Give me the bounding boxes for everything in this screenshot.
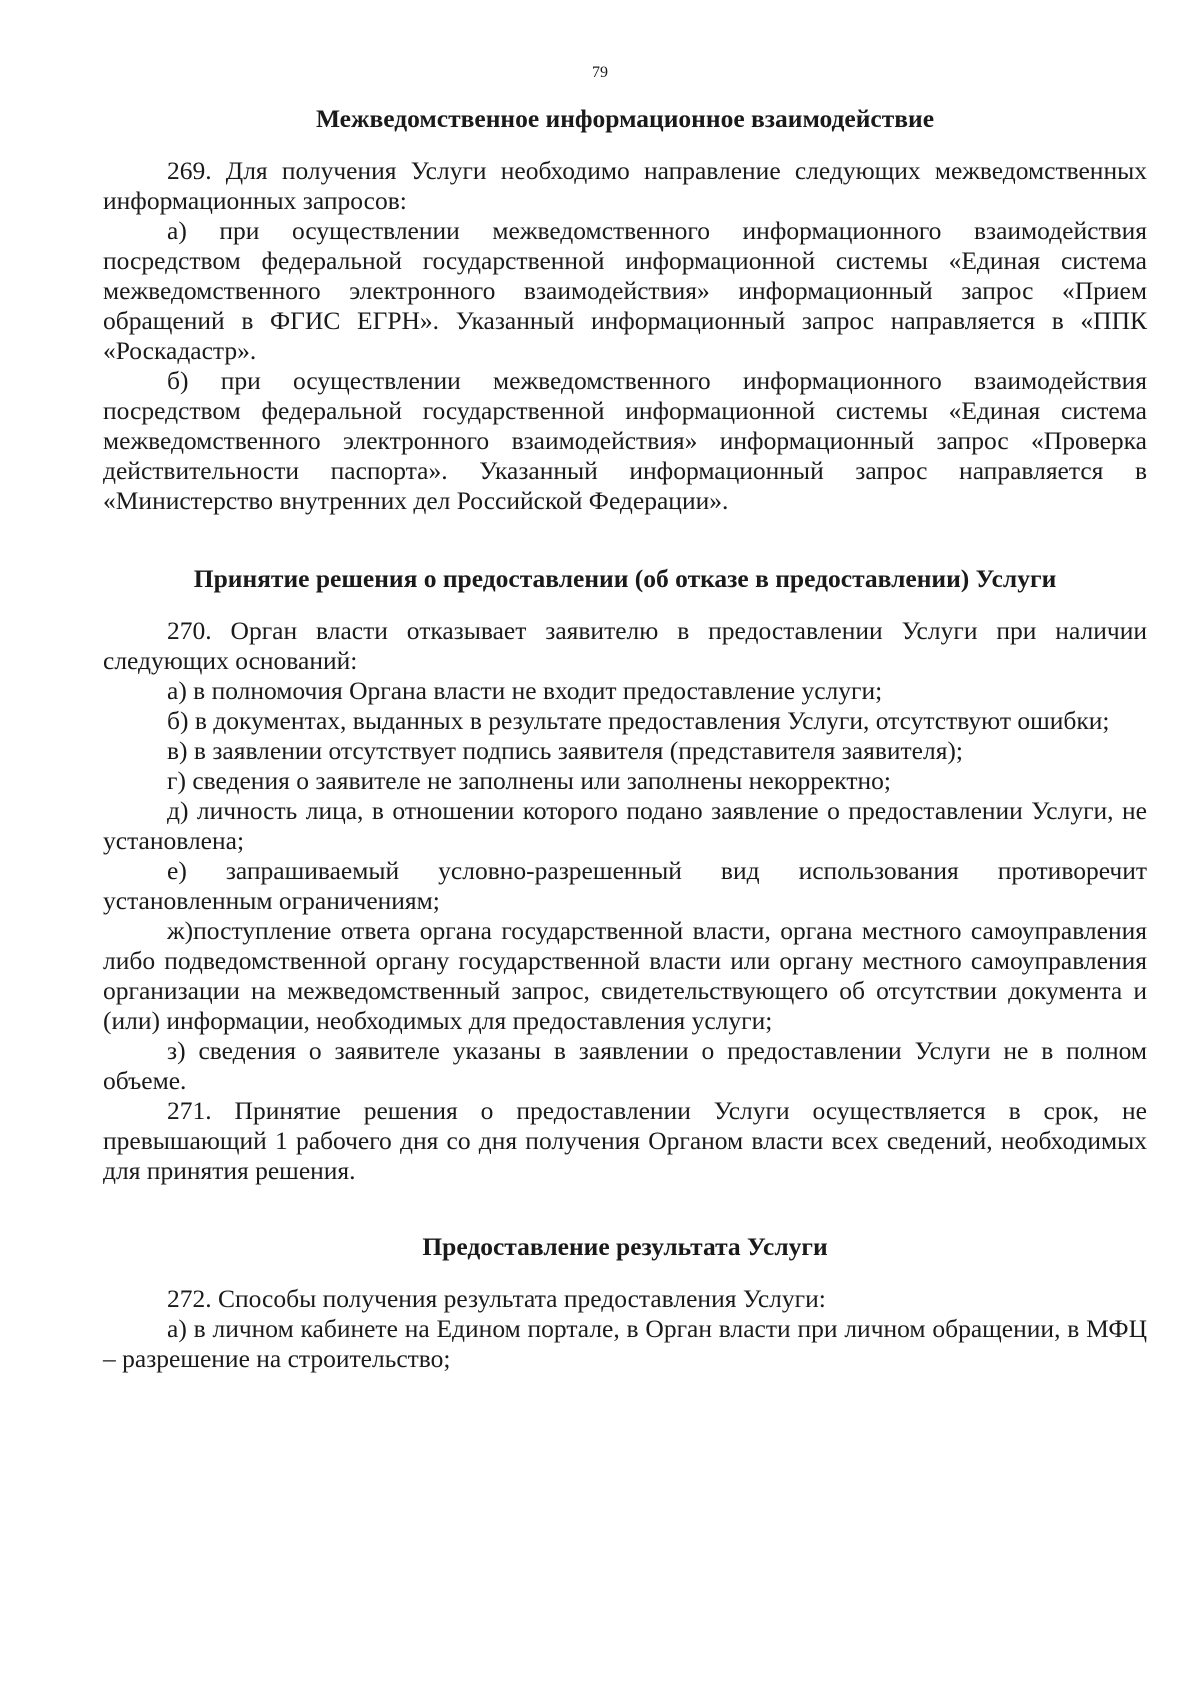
paragraph-270-e: е) запрашиваемый условно-разрешенный вид использования противоречит установленным ограничениям; — [103, 856, 1147, 915]
paragraph-270: 270. Орган власти отказывает заявителю в предоставлении Услуги при наличии следующих оснований: — [103, 616, 1147, 675]
paragraph-270-v: в) в заявлении отсутствует подпись заявителя (представителя заявителя); — [167, 736, 964, 765]
section-heading-interagency: Межведомственное информационное взаимодействие — [315, 104, 935, 133]
section-heading-result: Предоставление результата Услуги — [422, 1232, 828, 1261]
page-number: 79 — [592, 64, 608, 81]
paragraph-270-g: г) сведения о заявителе не заполнены или заполнены некорректно; — [167, 766, 891, 795]
paragraph-271: 271. Принятие решения о предоставлении Услуги осуществляется в срок, не превышающий 1 рабочего дня со дня получения Органом власти всех сведений, необходимых для принятия решения. — [103, 1096, 1147, 1185]
paragraph-270-a: а) в полномочия Органа власти не входит предоставление услуги; — [167, 676, 883, 705]
paragraph-272: 272. Способы получения результата предоставления Услуги: — [167, 1284, 826, 1313]
paragraph-269-b: б) при осуществлении межведомственного информационного взаимодействия посредством федеральной государственной информационной системы «Единая система межведомственного электронного взаимодействия» информационный запрос «Проверка действительности паспорта». Указанный информационный запрос направляется в «Министерство внутренних дел Российской Федерации». — [103, 366, 1147, 515]
paragraph-270-b: б) в документах, выданных в результате предоставления Услуги, отсутствуют ошибки; — [167, 706, 1110, 735]
paragraph-270-d: д) личность лица, в отношении которого подано заявление о предоставлении Услуги, не установлена; — [103, 796, 1147, 855]
paragraph-269: 269. Для получения Услуги необходимо направление следующих межведомственных информационных запросов: — [103, 156, 1147, 215]
page-content — [103, 104, 1147, 1374]
paragraph-270-z: з) сведения о заявителе указаны в заявлении о предоставлении Услуги не в полном объеме. — [103, 1036, 1147, 1095]
paragraph-270-zh: ж)поступление ответа органа государственной власти, органа местного самоуправления либо подведомственной органу государственной власти или органу местного самоуправления организации на межведомственный запрос, свидетельствующего об отсутствии документа и (или) информации, необходимых для предоставления услуги; — [103, 916, 1147, 1035]
section-heading-decision: Принятие решения о предоставлении (об отказе в предоставлении) Услуги — [193, 564, 1057, 593]
paragraph-269-a: а) при осуществлении межведомственного информационного взаимодействия посредством федеральной государственной информационной системы «Единая система межведомственного электронного взаимодействия» информационный запрос «Прием обращений в ФГИС ЕГРН». Указанный информационный запрос направляется в «ППК «Роскадастр». — [103, 216, 1147, 365]
paragraph-272-a: а) в личном кабинете на Едином портале, в Орган власти при личном обращении, в МФЦ – разрешение на строительство; — [103, 1314, 1147, 1373]
